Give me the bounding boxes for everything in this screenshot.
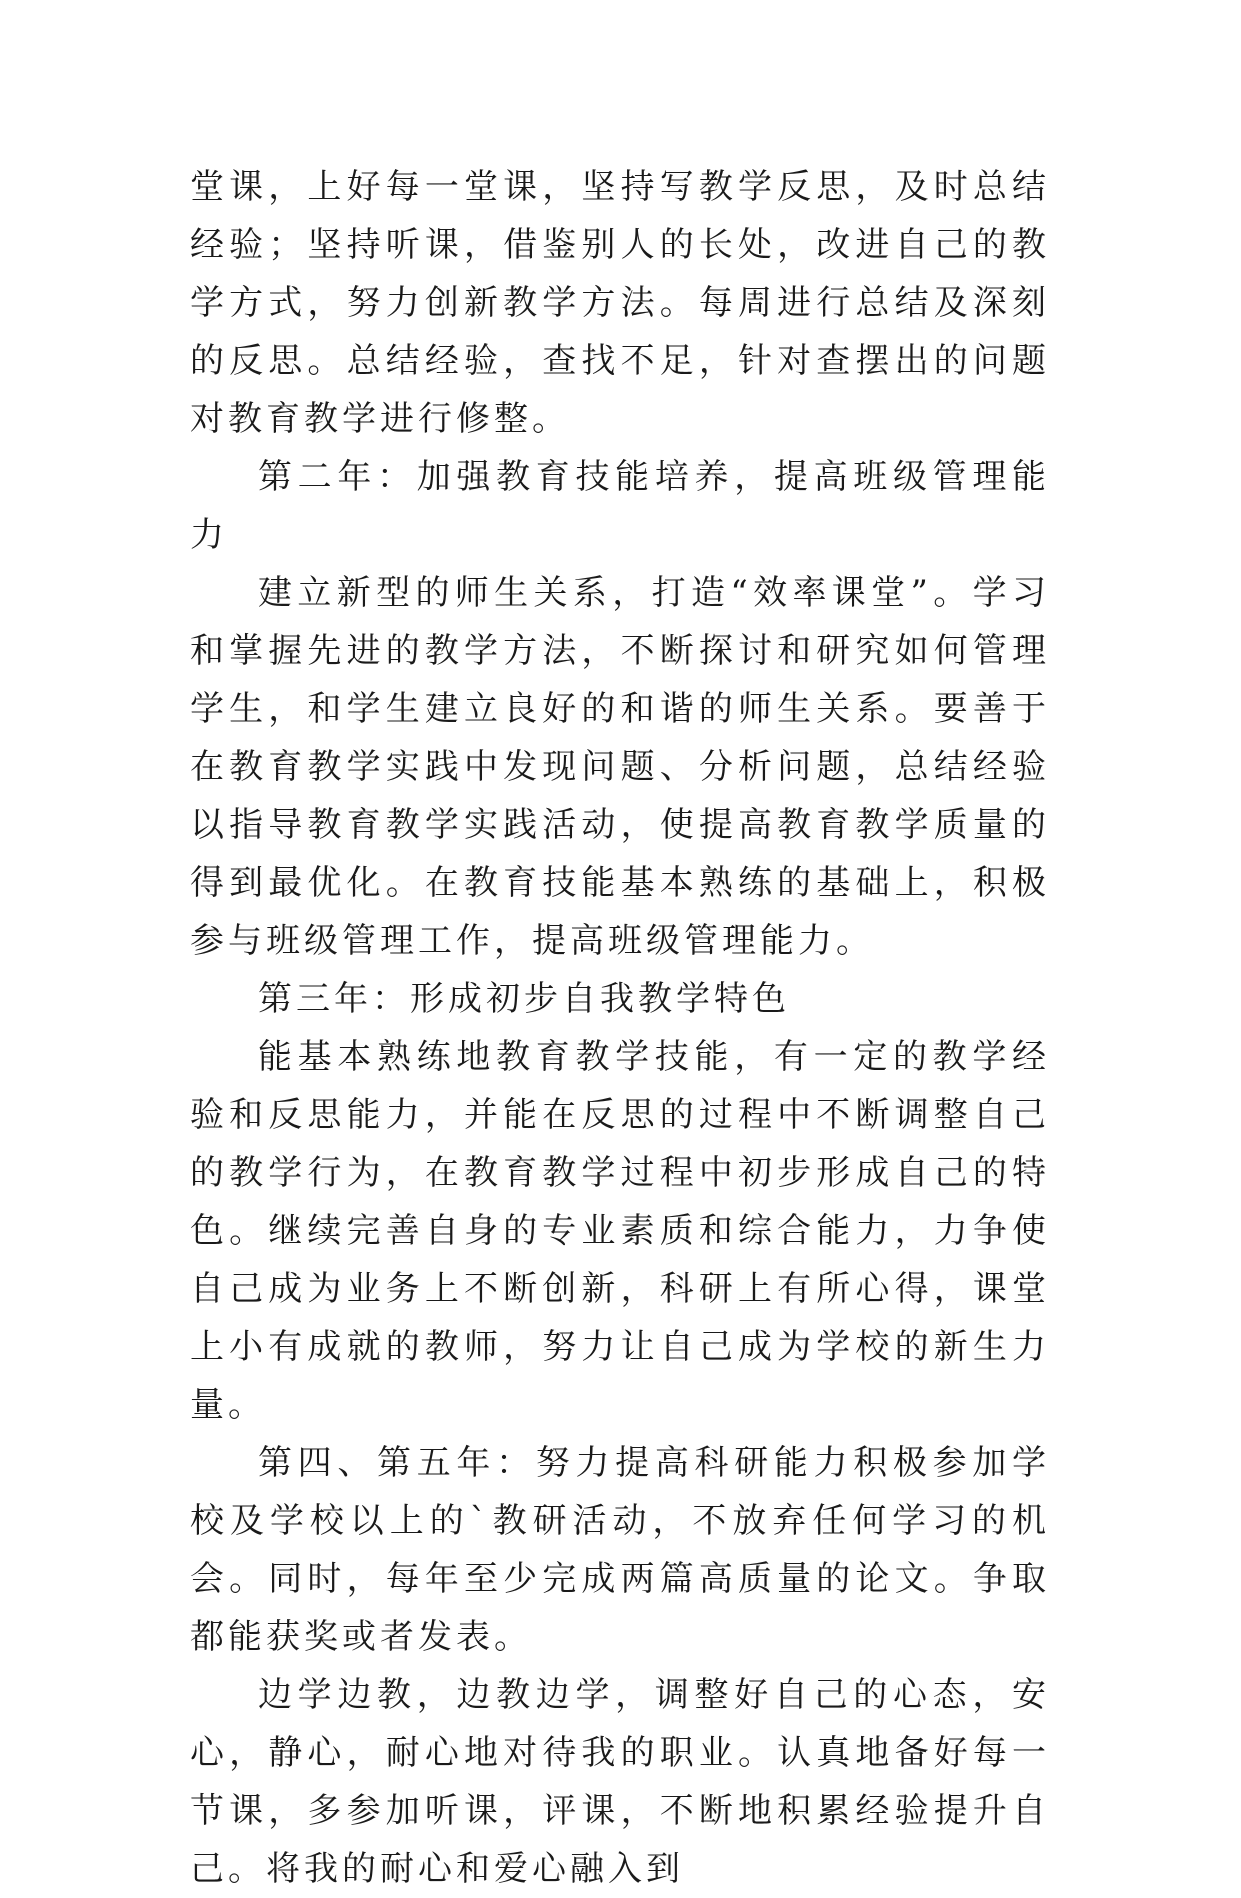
heading-year-two: 第二年：加强教育技能培养，提高班级管理能力 bbox=[190, 457, 1050, 555]
paragraph-continuation: 堂课，上好每一堂课，坚持写教学反思，及时总结经验；坚持听课，借鉴别人的长处，改进自己的教学方式，努力创新教学方法。每周进行总结及深刻的反思。总结经验，查找不足，针对查摆出的问题对教育教学进行修整。 bbox=[190, 167, 1050, 439]
paragraph-year-four-five: 第四、第五年：努力提高科研能力积极参加学校及学校以上的`教研活动，不放弃任何学习的机会。同时，每年至少完成两篇高质量的论文。争取都能获奖或者发表。 bbox=[190, 1443, 1050, 1657]
paragraph-year-two: 建立新型的师生关系，打造“效率课堂”。学习和掌握先进的教学方法，不断探讨和研究如何管理学生，和学生建立良好的和谐的师生关系。要善于在教育教学实践中发现问题、分析问题，总结经验以指导教育教学实践活动，使提高教育教学质量的得到最优化。在教育技能基本熟练的基础上，积极参与班级管理工作，提高班级管理能力。 bbox=[190, 573, 1050, 961]
paragraph-closing: 边学边教，边教边学，调整好自己的心态，安心，静心，耐心地对待我的职业。认真地备好每一节课，多参加听课，评课，不断地积累经验提升自己。将我的耐心和爱心融入到 bbox=[190, 1675, 1050, 1889]
heading-year-three: 第三年：形成初步自我教学特色 bbox=[258, 979, 790, 1019]
document-body bbox=[190, 158, 1050, 1898]
paragraph-year-three: 能基本熟练地教育教学技能，有一定的教学经验和反思能力，并能在反思的过程中不断调整自己的教学行为，在教育教学过程中初步形成自己的特色。继续完善自身的专业素质和综合能力，力争使自己成为业务上不断创新，科研上有所心得，课堂上小有成就的教师，努力让自己成为学校的新生力量。 bbox=[190, 1037, 1050, 1425]
